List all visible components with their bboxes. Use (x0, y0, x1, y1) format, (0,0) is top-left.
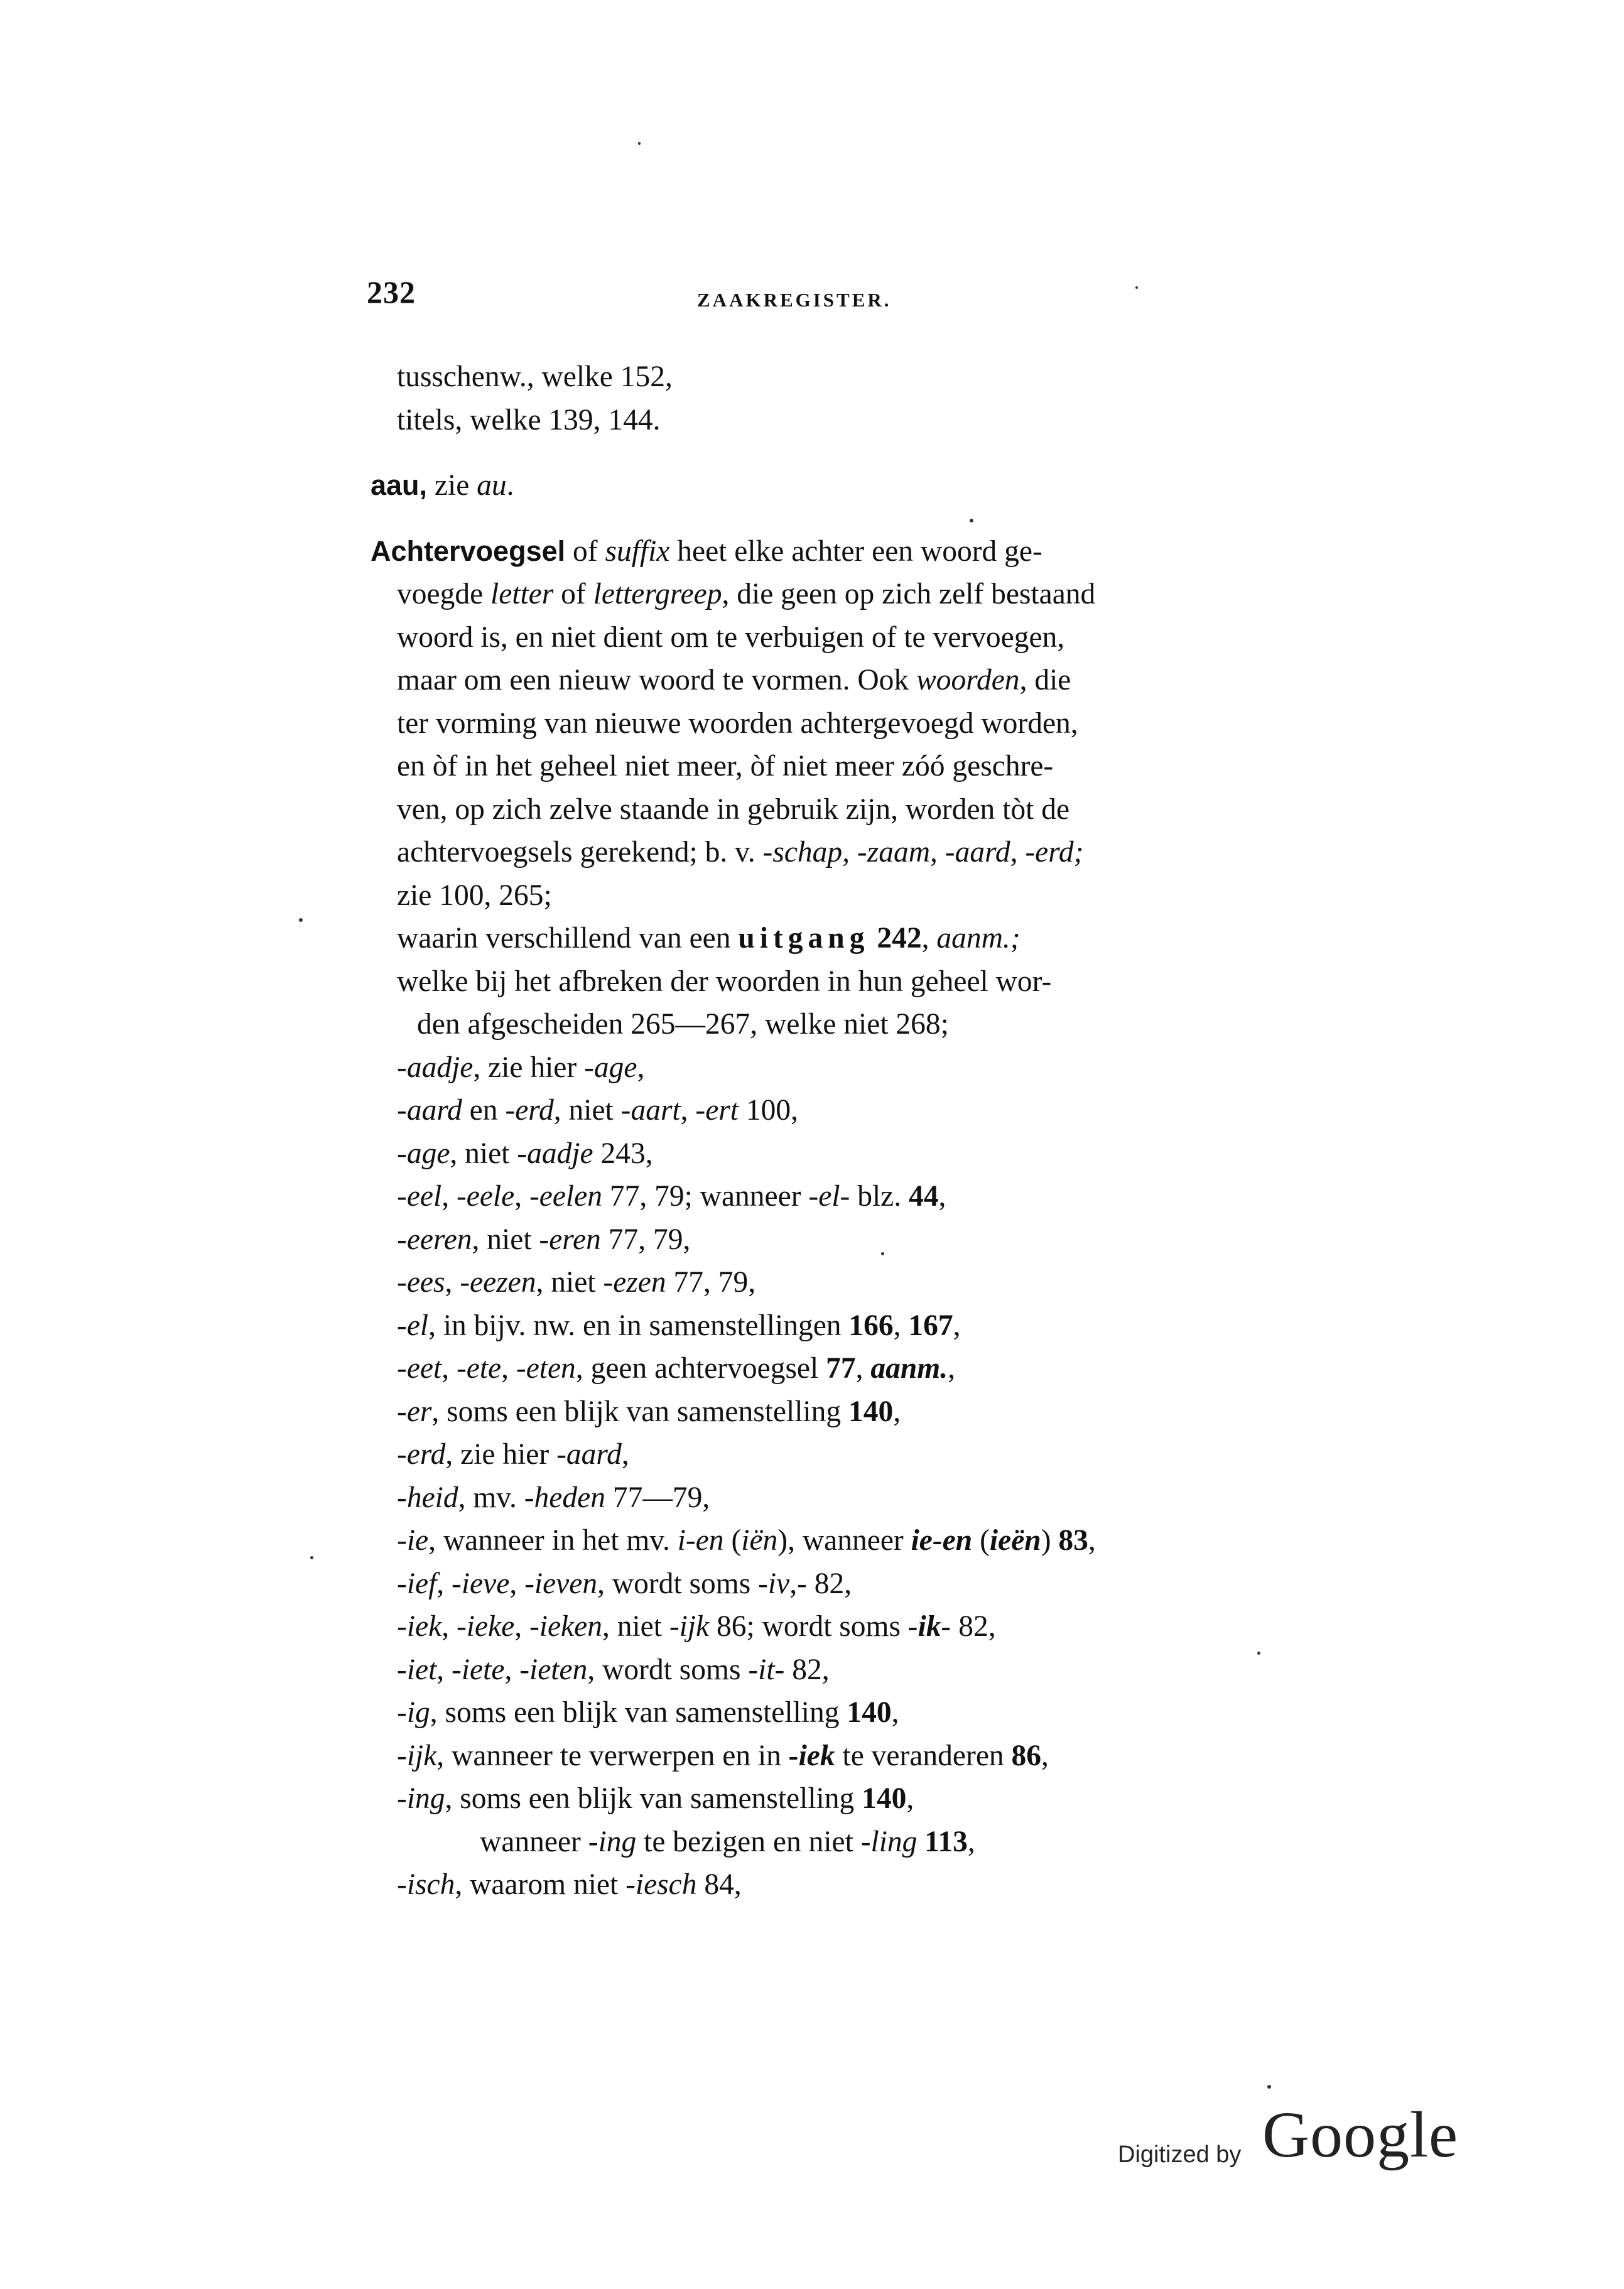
page-ref: 77—79, (605, 1481, 710, 1514)
entry-line (371, 1089, 1250, 1132)
suffix: -ieven (524, 1567, 598, 1600)
entry-line (371, 1304, 1250, 1348)
entry-line (371, 1175, 1250, 1218)
suffix: -it- (748, 1653, 785, 1686)
page-ref: 139 (548, 403, 593, 436)
entry-line (371, 1218, 1250, 1262)
italic-term: woorden (916, 664, 1020, 696)
entry-line: welke bij het afbreken der woorden in hun geheel wor- (397, 965, 1052, 998)
page-ref: 77, 79, (600, 1223, 691, 1256)
suffix: -iek (397, 1610, 442, 1643)
page-ref: 140 (847, 1696, 892, 1729)
entry-line (371, 1476, 1250, 1520)
suffix: -ete (456, 1352, 502, 1385)
running-head: ZAAKREGISTER. (697, 289, 892, 311)
scan-speck (1135, 286, 1138, 289)
entry-line (371, 874, 1250, 917)
scan-speck (1267, 2085, 1271, 2089)
suffix: -eelen (529, 1180, 602, 1213)
text: , (436, 1653, 452, 1686)
page-ref: 268 (896, 1008, 941, 1041)
page-ref: ,- 82, (789, 1567, 852, 1600)
text: , (436, 1567, 452, 1600)
text: zie (397, 879, 440, 912)
text: , (855, 1352, 871, 1385)
suffix: -erd (505, 1094, 554, 1127)
page-ref: 100, 265 (439, 879, 544, 912)
text: , (1041, 1739, 1049, 1772)
text: ; (940, 1008, 949, 1041)
page-ref: 77 (826, 1352, 856, 1385)
page-ref: 140 (848, 1395, 894, 1428)
entry-aau (371, 464, 1250, 507)
suffix: -ieken (529, 1610, 602, 1643)
text: , wanneer in het mv. (428, 1524, 678, 1557)
entry-line: woord is, en niet dient om te verbuigen of te vervoegen, (397, 620, 1065, 654)
italic-term: au (477, 469, 507, 502)
text: , wordt soms (587, 1653, 749, 1686)
text: of (553, 578, 593, 610)
entry-line (371, 1863, 1250, 1907)
suffix: -ijk (397, 1739, 437, 1772)
text: , (1088, 1524, 1096, 1557)
italic-term: letter (490, 578, 554, 610)
suffix: -iete (452, 1653, 505, 1686)
page-ref: 152 (620, 360, 665, 393)
text: titels, welke (397, 403, 549, 436)
italic-term: -schap, -zaam, -aard, -erd; (762, 836, 1084, 869)
text: , (893, 1309, 909, 1342)
text: , niet (450, 1137, 517, 1170)
scan-speck (638, 142, 641, 145)
text: , mv. (458, 1481, 524, 1514)
text: ; (543, 879, 552, 912)
page-ref: 243, (593, 1137, 653, 1170)
text: , soms een blijk van samenstelling (445, 1782, 862, 1815)
suffix: -ief (397, 1567, 437, 1600)
page-ref: 167 (908, 1309, 953, 1342)
digitized-by-label: Digitized by (1118, 2141, 1242, 2168)
text: , (441, 1180, 457, 1213)
suffix: -ig (397, 1696, 430, 1729)
entry-line (371, 1132, 1250, 1176)
suffix: -erd (397, 1438, 446, 1471)
text (869, 922, 877, 955)
text: , soms een blijk van samenstelling (431, 1395, 848, 1428)
suffix: -age (584, 1051, 637, 1084)
text (917, 1826, 924, 1858)
page-ref: 113 (924, 1825, 968, 1858)
text: , (967, 1825, 975, 1858)
entry-line: en òf in het geheel niet meer, òf niet meer zóó geschre- (397, 750, 1054, 782)
text: , zie hier (445, 1438, 557, 1471)
google-logo: Google (1262, 2099, 1459, 2171)
text: achtervoegsels gerekend; b. v. (397, 836, 763, 869)
text: en (462, 1094, 506, 1127)
suffix: iën (741, 1524, 778, 1557)
text: , niet (536, 1266, 604, 1299)
suffix: -aard (397, 1094, 462, 1127)
entry-line (371, 1562, 1250, 1606)
text: te bezigen en niet (636, 1825, 861, 1858)
text: . (506, 469, 514, 502)
suffix: -eeren (397, 1223, 472, 1256)
text: wanneer (480, 1825, 588, 1858)
text: , die geen op zich zelf bestaand (722, 578, 1096, 610)
suffix: -aadje (397, 1051, 474, 1084)
suffix: -ijk (669, 1610, 710, 1643)
entry-line (371, 1046, 1250, 1090)
suffix: -iesch (625, 1868, 697, 1901)
suffix: -isch (397, 1868, 455, 1901)
suffix: ieën (989, 1524, 1041, 1557)
page-header (0, 0, 1624, 327)
suffix: -ert (695, 1094, 739, 1127)
page-ref: 77, 79, (666, 1266, 756, 1299)
text: of (565, 534, 605, 568)
page-ref: 166 (848, 1309, 894, 1342)
entry-line (371, 1605, 1250, 1648)
text: , (509, 1567, 525, 1600)
text: voegde (397, 578, 491, 610)
suffix: -eet (397, 1352, 442, 1385)
page-ref: 84, (696, 1868, 742, 1901)
suffix: -ie (397, 1524, 429, 1557)
page-ref: 265—267 (631, 1008, 750, 1041)
suffix: -heden (524, 1481, 605, 1514)
suffix: -ezen (603, 1266, 666, 1299)
suffix: -iek (788, 1739, 835, 1772)
entry-line (371, 917, 1250, 960)
suffix: -el- (808, 1180, 850, 1213)
digitization-watermark (1118, 2097, 1495, 2185)
entry-line (371, 573, 1250, 616)
entry-line (371, 1648, 1250, 1692)
text: , (514, 1180, 529, 1213)
suffix: -ieke (456, 1610, 515, 1643)
italic-term: lettergreep (593, 578, 722, 610)
text: , (593, 403, 609, 436)
entry-line (371, 1261, 1250, 1304)
page-ref: 144 (608, 403, 653, 436)
text: , welke niet (750, 1008, 896, 1041)
text: , waarom niet (455, 1868, 626, 1901)
text: , (441, 1352, 457, 1385)
spaced-term: uitgang (738, 922, 870, 955)
entry-line (371, 399, 1250, 442)
entry-line (371, 1390, 1250, 1434)
text: , (906, 1782, 914, 1815)
entry-line (371, 1691, 1250, 1734)
page-ref: 82, (951, 1610, 996, 1643)
suffix: -ling (860, 1825, 918, 1858)
italic-term: aanm. (870, 1352, 948, 1385)
page-ref: 86 (1011, 1739, 1042, 1772)
word: tusschenw (397, 360, 519, 393)
text: 77, 79; wanneer (602, 1180, 809, 1213)
text: , (680, 1094, 696, 1127)
entry-line (371, 1734, 1250, 1778)
suffix: ie-en (911, 1524, 973, 1557)
suffix: -ieten (519, 1653, 588, 1686)
suffix: -aard (556, 1438, 622, 1471)
suffix: -ik- (907, 1610, 951, 1643)
suffix: -iv (758, 1567, 790, 1600)
text: , (621, 1438, 629, 1471)
suffix: -iet (397, 1653, 437, 1686)
text: ), wanneer (777, 1524, 911, 1557)
entry-line (371, 1821, 1250, 1864)
text: , (953, 1309, 961, 1342)
text: , niet (472, 1223, 539, 1256)
italic-term: suffix (605, 534, 670, 568)
suffix: -eezen (460, 1266, 536, 1299)
page-ref: 83 (1058, 1524, 1088, 1557)
text: ., welke (519, 360, 620, 393)
entry-line (371, 1003, 1250, 1046)
suffix: -ieve (452, 1567, 510, 1600)
entry-line (371, 355, 1250, 399)
suffix: -ing (588, 1825, 637, 1858)
suffix: -ing (397, 1782, 445, 1815)
text: , (893, 1395, 901, 1428)
text: , (921, 922, 937, 955)
entry-line (371, 1433, 1250, 1476)
text: waarin verschillend van een (397, 922, 739, 955)
suffix: -heid (397, 1481, 458, 1514)
page-number: 232 (367, 274, 416, 310)
entry-line (371, 831, 1250, 874)
suffix: -ees (397, 1266, 445, 1299)
entry-line (371, 659, 1250, 702)
text: , geen achtervoegsel (575, 1352, 826, 1385)
suffix: -er (397, 1395, 432, 1428)
page-ref: 44 (909, 1180, 939, 1213)
page-ref: 100, (738, 1094, 798, 1127)
text: , (891, 1696, 899, 1729)
text: , zie hier (473, 1051, 585, 1084)
text: maar om een nieuw woord te vormen. Ook (397, 664, 917, 696)
suffix: -eten (516, 1352, 576, 1385)
suffix: -eele (456, 1180, 515, 1213)
text: , (501, 1352, 516, 1385)
page-ref: 82, (784, 1653, 830, 1686)
scan-speck (310, 1556, 313, 1559)
text: , (948, 1352, 955, 1385)
register-text (371, 355, 1250, 1907)
text: , (664, 360, 673, 393)
suffix: -age (397, 1137, 450, 1170)
text: , (445, 1266, 460, 1299)
entry-line: ter vorming van nieuwe woorden achtergevoegd worden, (397, 706, 1078, 740)
text: 86; wordt soms (709, 1610, 908, 1643)
suffix: i-en (677, 1524, 724, 1557)
text: ( (723, 1524, 742, 1557)
text: ( (972, 1524, 990, 1557)
text: zie (427, 469, 477, 502)
entry-line (371, 1777, 1250, 1821)
scan-speck (1257, 1652, 1260, 1655)
suffix: -eel (397, 1180, 442, 1213)
scan-speck (299, 918, 303, 922)
suffix: -aadje (517, 1137, 593, 1170)
text: , wordt soms (597, 1567, 759, 1600)
headword: Achtervoegsel (371, 534, 566, 567)
text: , (504, 1653, 520, 1686)
entry-line (371, 1519, 1250, 1562)
page-ref: 140 (862, 1782, 907, 1815)
entry-line (371, 1347, 1250, 1390)
text: , niet (602, 1610, 669, 1643)
page-ref: 242 (877, 922, 922, 955)
headword: aau, (371, 469, 428, 501)
text: , (938, 1180, 946, 1213)
text: , (441, 1610, 457, 1643)
suffix: -aart (620, 1094, 681, 1127)
text: , (637, 1051, 645, 1084)
text: blz. (850, 1180, 909, 1213)
suffix: -el (397, 1309, 429, 1342)
text: ) (1041, 1524, 1059, 1557)
text: heet elke achter een woord ge- (669, 534, 1042, 568)
text: te veranderen (835, 1739, 1012, 1772)
text: . (652, 403, 661, 436)
text: , wanneer te verwerpen en in (436, 1739, 789, 1772)
text: den afgescheiden (417, 1008, 631, 1041)
text: , in bijv. nw. en in samenstellingen (428, 1309, 849, 1342)
text: , die (1019, 664, 1071, 696)
text: , niet (553, 1094, 621, 1127)
suffix: -eren (539, 1223, 601, 1256)
entry-line: ven, op zich zelve staande in gebruik zijn, worden tòt de (397, 793, 1070, 826)
text: , (514, 1610, 529, 1643)
entry-achtervoegsel (371, 530, 1250, 573)
text: , soms een blijk van samenstelling (430, 1696, 847, 1729)
italic-term: aanm.; (936, 922, 1020, 955)
